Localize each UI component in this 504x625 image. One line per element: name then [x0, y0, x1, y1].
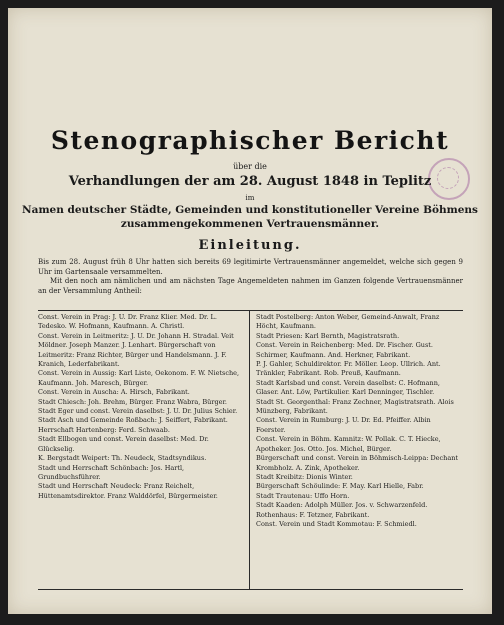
list-item: K. Bergstadt Weipert: Th. Neudeck, Stadtsyndikus. [38, 454, 207, 463]
list-item: Stadt Kreibitz: Dionis Winter. [256, 472, 353, 481]
list-item: Stadt Karlsbad und const. Verein daselbst: C. Hofmann, Glaser. Ant. Löw, Partikulier. Karl Denninger, Tischler. [256, 378, 440, 397]
list-item: Bürgerschaft Schöulinde: F. May. Karl Hielle, Fabr. [256, 482, 424, 491]
list-item: Stadt Ellbogen und const. Verein daselbst: Med. Dr. Glückselig. [38, 435, 209, 453]
list-item: Const. Verein und Stadt Kommotau: F. Schmiedl. [256, 519, 417, 528]
document-page [8, 8, 492, 614]
list-item: P. J. Gahler, Schuldirektor. Fr. Möller. Leop. Ullrich. Ant. Tränkler, Fabrikant. Rob. Preuß, Kaufmann. [256, 360, 441, 378]
list-item: Stadt und Herrschaft Neudeck: Franz Reichelt, Hüttenamtsdirektor. Franz Walddörfel, Bürgermeister. [38, 482, 218, 500]
list-item: Const. Verein in Reichenberg: Med. Dr. Fischer. Gust. Schirmer, Kaufmann. And. Herkner, Fabrikant. [256, 341, 433, 359]
intro-paragraph: Bis zum 28. August früh 8 Uhr hatten sich bereits 69 legitimirte Vertrauensmänner angemeldet, welche sich gegen 9 Uhr im Gartensaale versammelten. [38, 258, 463, 276]
right-column [256, 313, 460, 529]
subtitle-line-3: im [245, 194, 255, 202]
list-item: Const. Verein in Böhm. Kamnitz: W. Pollak. C. T. Hiecke, Apotheker. Jos. Otto. Jos. Michel, Bürger. [256, 435, 441, 453]
list-item: Stadt Kaaden: Adolph Müller. Jos. v. Schwarzenfeld. [256, 501, 428, 510]
left-column [38, 313, 242, 501]
list-item: Stadt Postelberg: Anton Weber, Gemeind-Anwalt, Franz Höcht, Kaufmann. [256, 313, 440, 331]
section-heading: Einleitung. [198, 238, 302, 253]
intro-paragraph: Mit den noch am nämlichen und am nächsten Tage Angemeldeten nahmen im Ganzen folgende Vertrauensmänner an der Versammlung Antheil: [38, 277, 463, 295]
list-item: Stadt Asch und Gemeinde Roßbach: J. Seiffert, Fabrikant. [38, 416, 228, 425]
list-item: Bürgerschaft und const. Verein in Böhmisch-Leippa: Dechant Krombholz. A. Zink, Apotheker. [256, 454, 459, 472]
subtitle-line-2: Verhandlungen der am 28. August 1848 in Teplitz [68, 174, 432, 189]
list-item: Stadt Trautenau: Uffo Horn. [256, 491, 350, 500]
table-bottom-rule [38, 589, 463, 590]
list-item: Stadt Priesen: Karl Bernth, Magistratsrath. [256, 331, 400, 340]
table-top-rule [38, 310, 463, 311]
list-item: Const. Verein in Aussig: Karl Liste, Oekonom. F. W. Nietsche, Kaufmann. Joh. Maresch, Bürger. [38, 369, 240, 387]
list-item: Stadt Chiesch: Joh. Brehm, Bürger. Franz Wabra, Bürger. [38, 397, 227, 406]
list-item: Const. Verein in Rumburg: J. U. Dr. Ed. Pfeiffer. Albin Foerster. [256, 416, 431, 434]
list-item: Const. Verein in Leitmeritz: J. U. Dr. Johann H. Stradal. Veit Möldner. Joseph Manzer. J. Lenhart. Bürgerschaft von Leitmeritz: Franz Richter, Bürger und Handelsmann. J. F. Kranich, Lederfabrikant. [38, 331, 234, 369]
subtitle-line-5: zusammengekommenen Vertrauensmänner. [120, 218, 380, 230]
list-item: Const. Verein in Prag: J. U. Dr. Franz Klier. Med. Dr. L. Tedesko. W. Hofmann, Kaufmann. A. Christl. [38, 313, 217, 331]
list-item: Stadt St. Georgenthal: Franz Zechner, Magistratsrath. Alois Münzberg, Fabrikant. [256, 397, 454, 416]
list-item: Stadt Eger und const. Verein daselbst: J. U. Dr. Julius Schier. [38, 407, 238, 416]
intro-text [38, 258, 463, 296]
list-item: Const. Verein in Auscha: A. Hirsch, Fabrikant. [38, 388, 190, 397]
subtitle-line-1: über die [233, 162, 267, 171]
subtitle-line-4: Namen deutscher Städte, Gemeinden und konstitutioneller Vereine Böhmens [22, 204, 478, 216]
list-item: Stadt und Herrschaft Schönbach: Jos. Hartl, Grundbuchsführer. [38, 463, 185, 481]
list-item: Herrschaft Hartenberg: Ferd. Schwaab. [38, 425, 170, 434]
document-title: Stenographischer Bericht [50, 126, 450, 155]
column-divider [249, 311, 250, 589]
list-item: Rothenhaus: F. Tetzner, Fabrikant. [256, 510, 370, 519]
